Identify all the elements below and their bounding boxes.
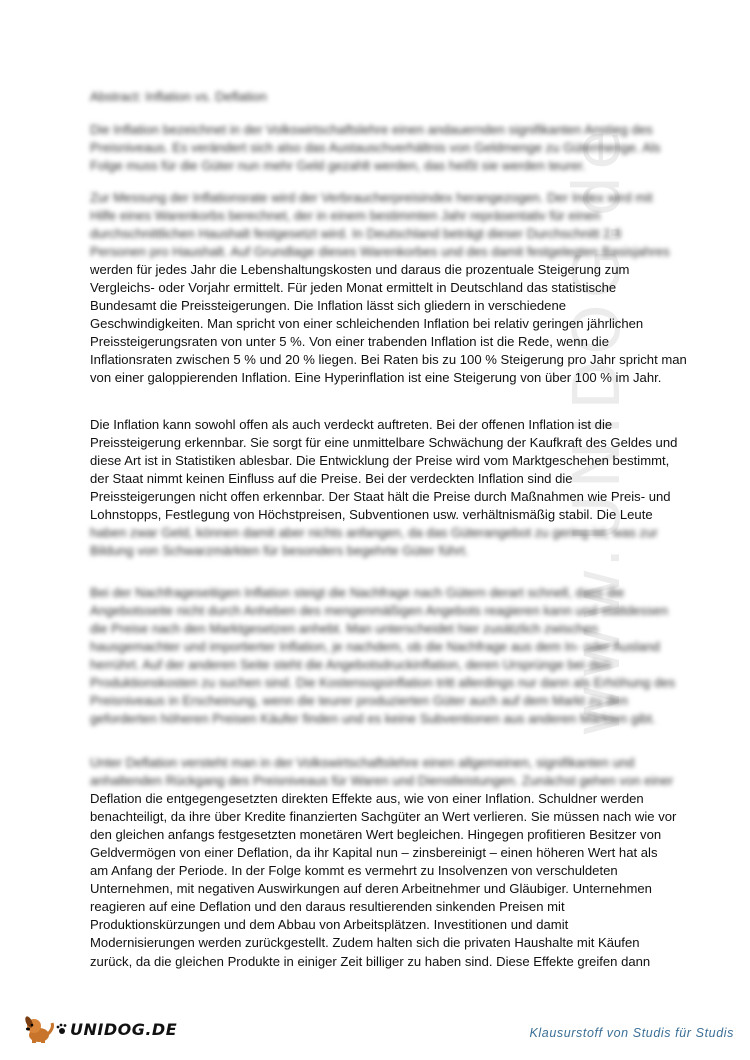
text-line: Bundesamt die Preissteigerungen. Die Inflation lässt sich gliedern in verschiedene <box>90 298 567 314</box>
text-line: Unter Deflation versteht man in der Volkswirtschaftslehre einen allgemeinen, signifikanten und <box>90 755 635 770</box>
paragraph-1 <box>90 121 670 175</box>
text-line: anhaltenden Rückgang des Preisniveaus für Waren und Dienstleistungen. Zunächst gehen von einer <box>90 773 674 789</box>
paragraph-4 <box>90 584 676 728</box>
footer-tagline: Klausurstoff von Studis für Studis <box>529 1026 734 1040</box>
text-line: Modernisierungen werden zurückgestellt. Zudem halten sich die privaten Haushalte mit Käufen <box>90 935 640 951</box>
text-line: Angebotsseite nicht durch Anheben des mengenmäßigen Angebots reagieren kann und stattdessen <box>90 603 668 619</box>
text-line: Folge muss für die Güter nun mehr Geld gezahlt werden, das heißt sie werden teurer. <box>90 158 586 174</box>
text-line: Geschwindigkeiten. Man spricht von einer schleichenden Inflation bei relativ geringen jährlichen <box>90 316 644 332</box>
text-line: Produktionskürzungen und dem Abbau von Arbeitsplätzen. Investitionen und damit <box>90 917 569 933</box>
text-line: von einer galoppierenden Inflation. Eine Hyperinflation ist eine Steigerung von über 100 % im Jahr. <box>90 370 662 386</box>
paragraph-text <box>90 754 677 971</box>
text-line: Hilfe eines Warenkorbs berechnet, der in einem bestimmten Jahr repräsentativ für einen <box>90 208 601 224</box>
text-line: reagieren auf eine Deflation und den daraus resultierenden sinkenden Preisen mit <box>90 899 565 915</box>
text-line: werden für jedes Jahr die Lebenshaltungskosten und daraus die prozentuale Steigerung zum <box>90 262 630 278</box>
paragraph-title <box>90 88 670 106</box>
paragraph-text <box>90 416 678 560</box>
text-line: Preissteigerungsraten von unter 5 %. Von einer trabenden Inflation ist die Rede, wenn die <box>90 334 609 350</box>
text-line: Preissteigerung erkennbar. Sie sorgt für eine unmittelbare Schwächung der Kaufkraft des Geldes und <box>90 435 678 451</box>
logo-text: UNIDOG.DE <box>70 1019 178 1039</box>
text-line: Preissteigerungen nicht offen erkennbar. Der Staat hält die Preise durch Maßnahmen wie Preis- und <box>90 489 671 505</box>
paw-icon <box>56 1023 68 1035</box>
text-line: geforderten höheren Preisen Käufer finden und es keine Subventionen aus anderen Märkten gibt. <box>90 711 656 727</box>
paragraph-5 <box>90 754 677 971</box>
text-line: herrührt. Auf der anderen Seite steht die Angebotsdruckinflation, deren Ursprünge bei den <box>90 657 611 673</box>
text-line: Die Inflation bezeichnet in der Volkswirtschaftslehre einen andauernden signifikanten Anstieg des <box>90 122 653 137</box>
text-line: Preisniveaus in Erscheinung, wenn die teurer produzierten Güter auch auf dem Markt zu den <box>90 693 628 709</box>
text-line: den gleichen anfangs festgesetzten monetären Wert begleichen. Hingegen profitieren Besitzer von <box>90 827 662 843</box>
text-line: hausgemachter und importierter Inflation, je nachdem, ob die Nachfrage aus dem In- oder Ausland <box>90 639 660 655</box>
abstract-title <box>90 88 670 106</box>
paragraph-2 <box>90 189 687 388</box>
paragraph-text <box>90 189 687 388</box>
paragraph-3 <box>90 416 678 560</box>
text-line: Produktionskosten zu suchen sind. Die Kostensogsinflation tritt allerdings nur dann als Erhöhung des <box>90 675 676 691</box>
text-line: Inflationsraten zwischen 5 % und 20 % liegen. Bei Raten bis zu 100 % Steigerung pro Jahr spricht man <box>90 352 687 368</box>
text-line: Geldvermögen von einer Deflation, da ihr Kapital nun – zinsbereinigt – einen höheren Wert hat als <box>90 845 658 861</box>
text-line: diese Art ist in Statistiken ablesbar. Die Entwicklung der Preise wird vom Marktgeschehen bestimmt, <box>90 453 670 469</box>
text-line: Deflation die entgegengesetzten direkten Effekte aus, wie von einer Inflation. Schuldner werden <box>90 791 644 807</box>
text-line: Zur Messung der Inflationsrate wird der Verbraucherpreisindex herangezogen. Der Index wird mit <box>90 190 653 205</box>
text-line: Bildung von Schwarzmärkten für besonders begehrte Güter führt. <box>90 543 469 559</box>
text-line: Preisniveaus. Es verändert sich also das Austauschverhältnis von Geldmenge zu Gütermenge. Als <box>90 140 661 156</box>
text-line: Bei der Nachfrageseitigen Inflation steigt die Nachfrage nach Gütern derart schnell, dass die <box>90 585 625 600</box>
text-line: Vergleichs- oder Vorjahr ermittelt. Für jeden Monat ermittelt in Deutschland das statistische <box>90 280 617 296</box>
text-line: Die Inflation kann sowohl offen als auch verdeckt auftreten. Bei der offenen Inflation ist die <box>90 417 613 432</box>
text-line: zurück, da die gleichen Produkte in einiger Zeit billiger zu haben sind. Diese Effekte greifen dann <box>90 953 651 969</box>
page-footer <box>0 1000 750 1060</box>
text-line: der Staat nimmt keinen Einfluss auf die Preise. Bei der verdeckten Inflation sind die <box>90 471 573 487</box>
text-line: Personen pro Haushalt. Auf Grundlage dieses Warenkorbes und des damit festgelegten Basisjahres <box>90 244 670 260</box>
text-line: Lohnstopps, Festlegung von Höchstpreisen, Subventionen usw. verhältnismäßig stabil. Die Leute <box>90 507 653 523</box>
text-line: die Preise nach den Marktgesetzen anhebt. Man unterscheidet hier zusätzlich zwischen <box>90 621 599 637</box>
text-line: durchschnittlichen Haushalt festgesetzt wird. In Deutschland beträgt dieser Durchschnitt 2,3 <box>90 226 622 242</box>
text-line: haben zwar Geld, können damit aber nichts anfangen, da das Güterangebot zu gering ist, was zur <box>90 525 658 541</box>
text-line: am Anfang der Periode. In der Folge kommt es vermehrt zu Insolvenzen von verschuldeten <box>90 863 618 879</box>
watermark: www.UNIDOG.de <box>561 124 635 737</box>
text-line: Abstract: Inflation vs. Deflation <box>90 89 267 104</box>
paragraph-text <box>90 584 676 728</box>
unidog-logo[interactable] <box>22 1014 177 1044</box>
paragraph-text <box>90 121 670 175</box>
text-line: Unternehmen, mit negativen Auswirkungen auf deren Arbeitnehmer und Gläubiger. Unternehmen <box>90 881 652 897</box>
text-line: benachteiligt, da ihre über Kredite finanzierten Sachgüter an Wert verlieren. Sie müssen nach wie vor <box>90 809 677 825</box>
dog-icon <box>22 1014 56 1044</box>
